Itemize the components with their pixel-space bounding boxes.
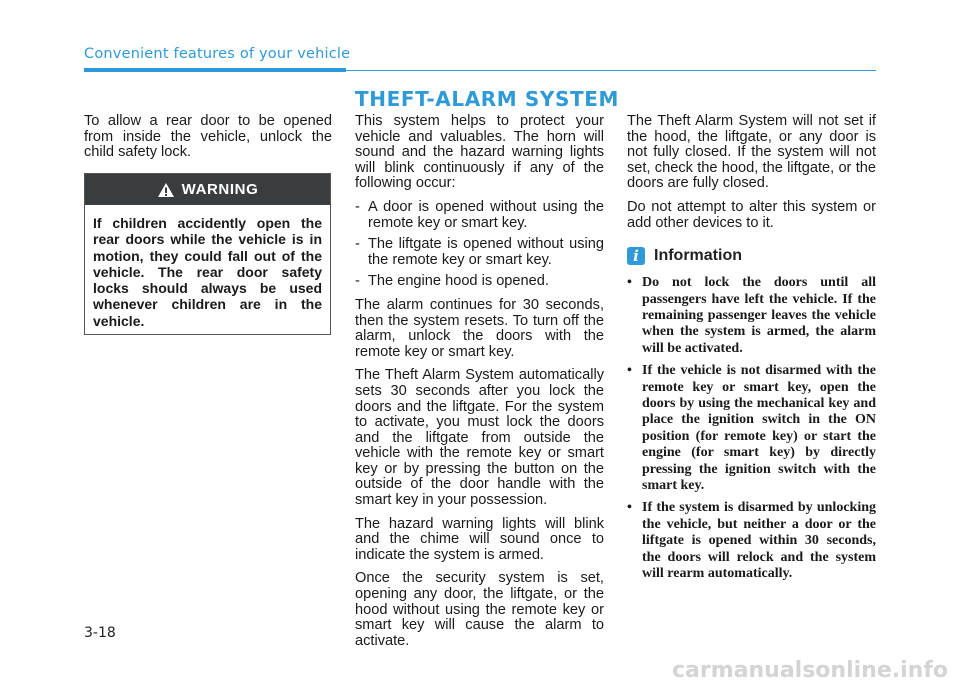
column-right	[627, 114, 876, 588]
list-item: - The liftgate is opened without using the remote key or smart key.	[355, 236, 604, 268]
section-title: THEFT-ALARM SYSTEM	[355, 87, 619, 111]
header-title: Convenient features of your vehicle	[84, 46, 351, 62]
list-item: - A door is opened without using the remote key or smart key.	[355, 198, 604, 231]
warning-box	[84, 173, 331, 335]
header-rule-accent	[84, 68, 346, 72]
alarm-conditions-list	[355, 200, 604, 290]
header-rule	[346, 70, 876, 71]
paragraph: Once the security system is set, opening any door, the liftgate, or the hood without using the remote key or smart key will cause the alarm to activate.	[355, 570, 604, 649]
warning-header	[85, 174, 330, 205]
information-list	[627, 275, 876, 582]
information-title: Information	[654, 247, 742, 265]
column-middle	[355, 114, 604, 657]
warning-label: WARNING	[181, 181, 259, 198]
paragraph: The hazard warning lights will blink and the chime will sound once to indicate the system is armed.	[355, 515, 604, 563]
warning-text: If children accidently open the rear doors while the vehicle is in motion, they could fall out of the vehicle. The rear door safety locks should always be used whenever children are in the vehicle.	[93, 215, 322, 329]
list-item: - The engine hood is opened.	[355, 273, 549, 290]
list-item: • Do not lock the doors until all passengers have left the vehicle. If the remaining passenger leaves the vehicle when the system is armed, the alarm will be activated.	[627, 275, 876, 356]
page-number: 3-18	[84, 625, 116, 641]
paragraph: The alarm continues for 30 seconds, then the system resets. To turn off the alarm, unlock the doors with the remote key or smart key.	[355, 296, 604, 360]
information-header	[627, 247, 876, 265]
column-left	[84, 114, 332, 169]
info-icon: i	[627, 247, 645, 265]
warning-triangle-icon	[157, 182, 175, 198]
watermark: carmanualsonline.info	[672, 658, 948, 683]
child-lock-intro: To allow a rear door to be opened from inside the vehicle, unlock the child safety lock.	[84, 113, 332, 161]
paragraph: The Theft Alarm System will not set if the hood, the liftgate, or any door is not fully closed. If the system will not set, check the hood, the liftgate, or the doors are fully closed.	[627, 113, 876, 192]
paragraph: The Theft Alarm System automatically sets 30 seconds after you lock the doors and the liftgate. For the system to activate, you must lock the doors and the liftgate from outside the vehicle with the remote key or smart key or by pressing the button on the outside of the door handle with the smart key in your possession.	[355, 367, 604, 509]
paragraph: Do not attempt to alter this system or add other devices to it.	[627, 198, 876, 231]
theft-alarm-intro: This system helps to protect your vehicle and valuables. The horn will sound and the hazard warning lights will blink continuously if any of the following occur:	[355, 113, 604, 192]
list-item: • If the vehicle is not disarmed with the remote key or smart key, open the doors by using the mechanical key and place the ignition switch in the ON position (for remote key) or start the engine (for smart key) by directly pressing the ignition switch with the smart key.	[627, 363, 876, 494]
list-item: • If the system is disarmed by unlocking the vehicle, but neither a door or the liftgate is opened within 30 seconds, the doors will relock and the system will rearm automatically.	[627, 500, 876, 582]
